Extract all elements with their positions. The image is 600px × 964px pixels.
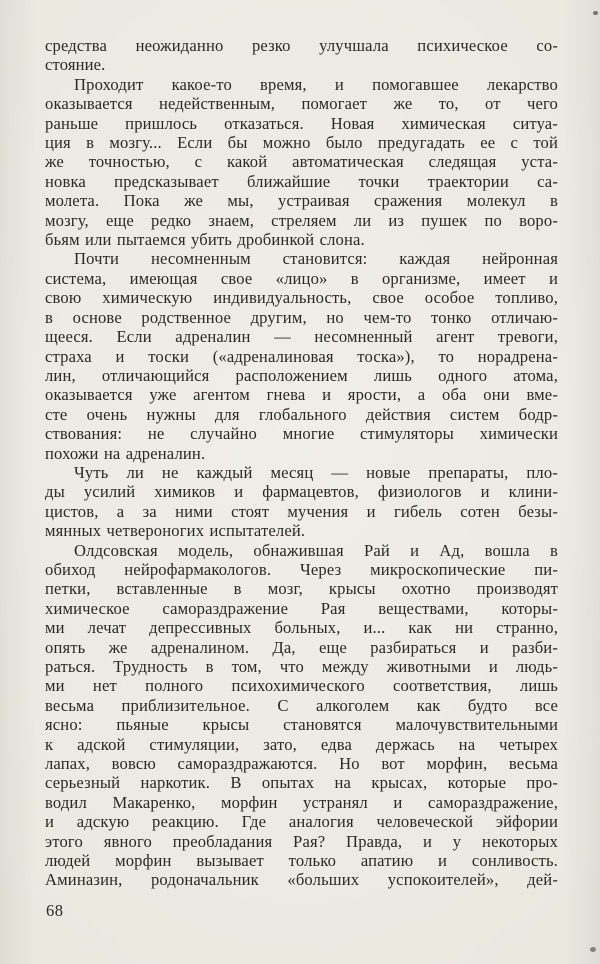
text-line: лин, отличающийся расположением лишь одного атома, — [45, 365, 558, 385]
text-line: химическое самораздражение Рая веществами, которы- — [45, 598, 558, 618]
text-line: щееся. Если адреналин — несомненный агент тревоги, — [45, 327, 558, 347]
page-text — [45, 36, 558, 890]
text-line: опять же адреналином. Да, еще разбираться и разби- — [45, 637, 558, 657]
text-line: сте очень нужны для глобального действия систем бодр- — [45, 404, 558, 424]
paragraph — [45, 36, 558, 75]
text-line: молета. Пока же мы, устраивая сражения молекул в — [45, 191, 558, 211]
paragraph — [45, 463, 558, 541]
page-number: 68 — [46, 901, 64, 920]
text-line: раньше пришлось отказаться. Новая химическая ситуа- — [45, 113, 558, 133]
text-line: весьма приблизительное. С алкоголем как будто все — [45, 695, 558, 715]
text-line: Олдсовская модель, обнажившая Рай и Ад, вошла в — [74, 540, 558, 560]
text-line: похожи на адреналин. — [45, 443, 206, 463]
text-line: петки, вставленные в мозг, крысы охотно производят — [45, 579, 558, 599]
text-line: мозгу, еще редко знаем, стреляем ли из пушек по воро- — [45, 210, 558, 230]
text-line: ствования: не случайно многие стимуляторы химически — [45, 424, 558, 444]
text-line: людей морфин вызывает только апатию и сонливость. — [45, 851, 558, 871]
paragraph — [45, 249, 558, 462]
text-line: бьям или пытаемся убить дробинкой слона. — [45, 230, 365, 250]
text-line: же точностью, с какой автоматическая следящая уста- — [45, 152, 558, 172]
text-line: и адскую реакцию. Где аналогия человеческой эйфории — [45, 812, 558, 832]
text-line: ды усилий химиков и фармацевтов, физиологов и клини- — [45, 482, 558, 502]
text-line: в основе родственное другим, но чем-то тонко отличаю- — [45, 307, 558, 327]
text-line: ми лечат депрессивных больных, и... как ни странно, — [45, 618, 558, 638]
text-line: Проходит какое-то время, и помогавшее лекарство — [74, 74, 558, 94]
text-line: раться. Трудность в том, что между животными и людь- — [45, 657, 558, 676]
text-line: ми нет полного психохимического соответствия, лишь — [45, 676, 558, 696]
text-line: стояние. — [45, 55, 106, 75]
text-line: водил Макаренко, морфин устранял и самораздражение, — [45, 792, 558, 812]
text-line: оказывается уже агентом гнева и ярости, а оба они вме- — [45, 385, 558, 405]
text-line: ция в мозгу... Если бы можно было предугадать ее с той — [45, 133, 558, 153]
text-line: оказывается недейственным, помогает же то, от чего — [45, 94, 558, 114]
paragraph — [45, 541, 558, 890]
text-line: страха и тоски («адреналиновая тоска»), то норадрена- — [45, 346, 558, 366]
text-line: ясно: пьяные крысы становятся малочувствительными — [45, 715, 558, 735]
text-line: серьезный наркотик. В опытах на крысах, которые про- — [45, 773, 558, 793]
text-line: цистов, а за ними стоят мучения и гибель сотен безы- — [45, 501, 558, 521]
scan-speck — [593, 11, 598, 15]
text-line: свою химическую индивидуальность, свое особое топливо, — [45, 288, 558, 308]
paragraph — [45, 75, 558, 250]
text-line: средства неожиданно резко улучшала психическое со- — [45, 36, 558, 55]
text-line: мянных четвероногих испытателей. — [45, 521, 306, 541]
text-line: Чуть ли не каждый месяц — новые препараты, пло- — [74, 462, 558, 482]
text-line: лапах, вовсю самораздражаются. Но вот морфин, весьма — [45, 754, 558, 774]
text-line: к адской стимуляции, зато, едва держась на четырех — [45, 734, 558, 754]
scan-speck — [590, 947, 596, 952]
text-line: система, имеющая свое «лицо» в организме, имеет и — [45, 268, 558, 288]
text-line: Аминазин, родоначальник «больших успокоителей», дей- — [45, 870, 558, 890]
text-line: этого явного преобладания Рая? Правда, и у некоторых — [45, 831, 558, 851]
text-line: обиход нейрофармакологов. Через микроскопические пи- — [45, 559, 558, 579]
text-line: Почти несомненным становится: каждая нейронная — [74, 249, 558, 269]
text-line: новка предсказывает ближайшие точки траектории са- — [45, 171, 558, 191]
